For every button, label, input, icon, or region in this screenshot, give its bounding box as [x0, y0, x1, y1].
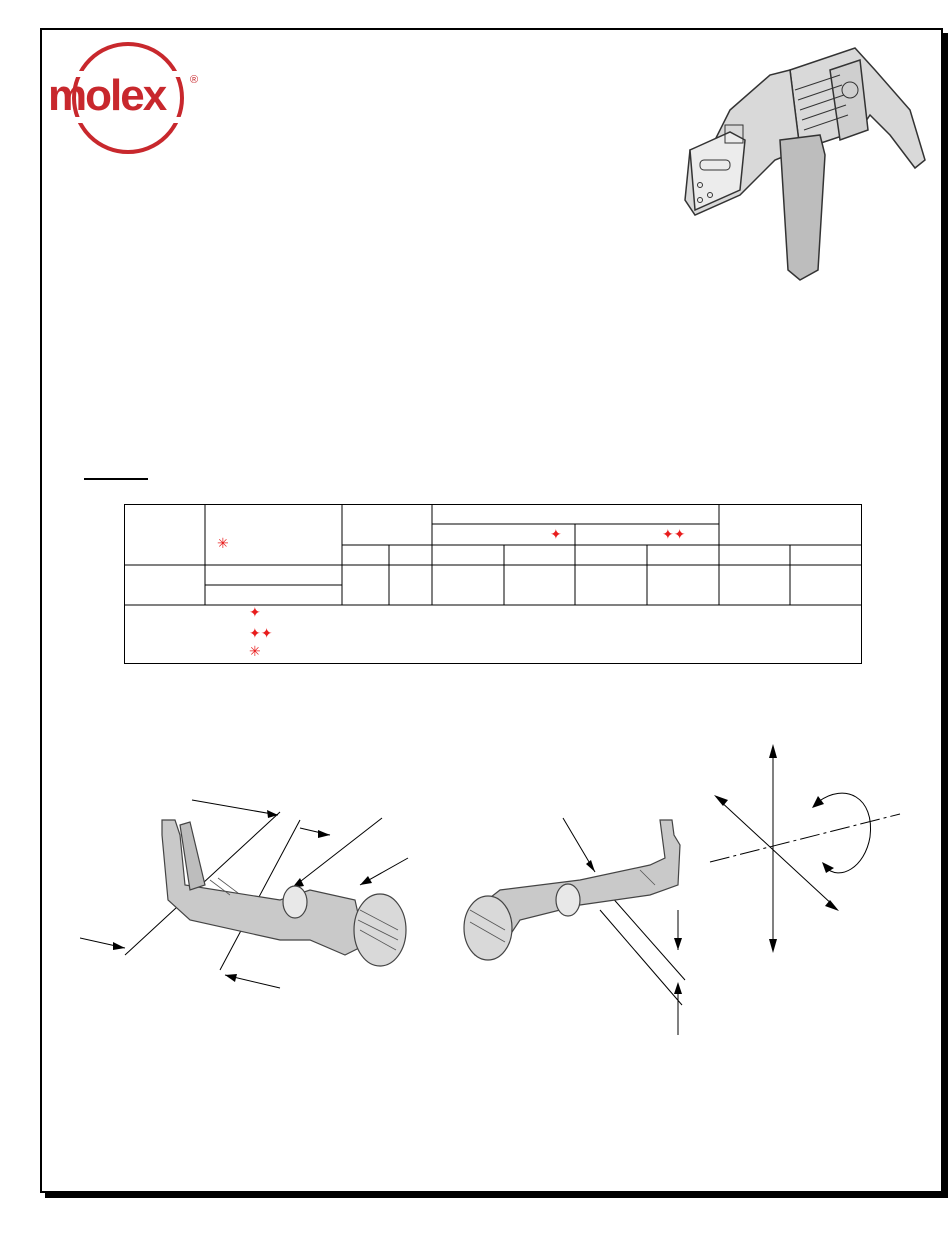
crimp-tool-illustration: [670, 40, 935, 290]
asterisk-marker-note: ✳: [249, 643, 261, 659]
registered-mark: ®: [190, 74, 199, 86]
terminal-side-view-left: [80, 790, 420, 1000]
double-diamond-marker-note: ✦✦: [249, 625, 273, 641]
terminal-side-view-right: [460, 810, 700, 1040]
asterisk-marker-header: ✳: [217, 535, 229, 551]
brand-name: molex: [48, 71, 166, 120]
rotation-axes-diagram: [700, 742, 910, 957]
double-diamond-marker-header: ✦✦: [662, 526, 686, 542]
diamond-marker-header: ✦: [550, 526, 562, 542]
spec-table: [124, 504, 862, 664]
section-heading-underline: [84, 478, 148, 480]
diamond-marker-note: ✦: [249, 604, 261, 620]
